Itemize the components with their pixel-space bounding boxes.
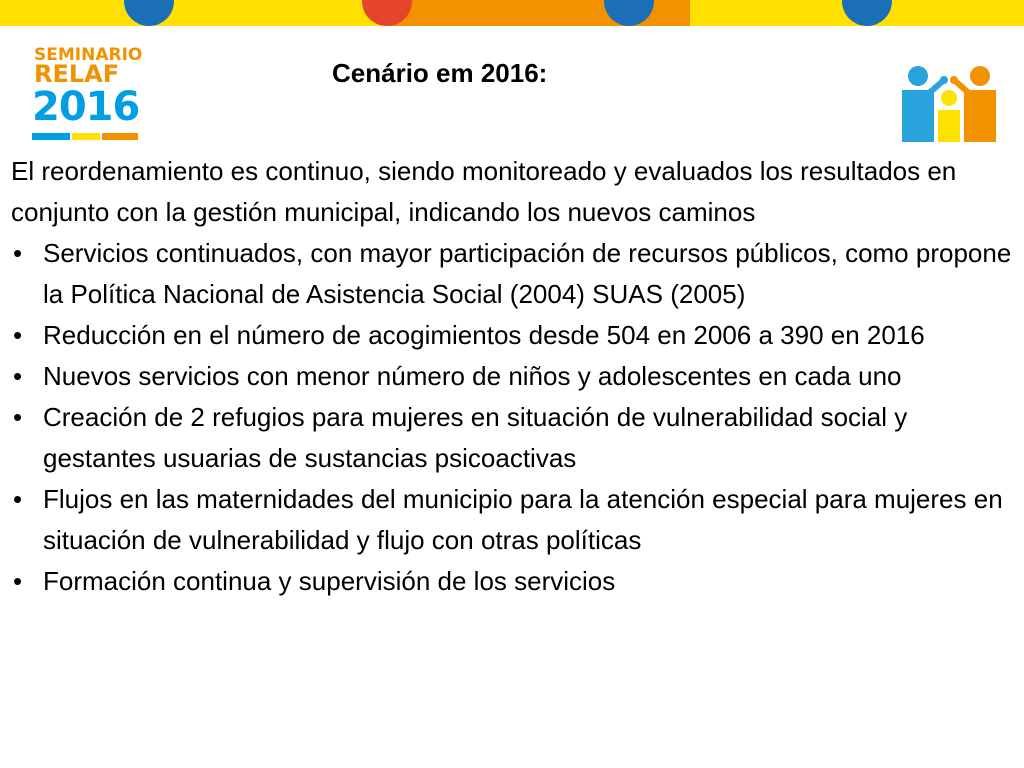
bullet-item: [11, 233, 1013, 315]
slide-body: [11, 151, 1013, 602]
bullet-glyph: •: [13, 361, 23, 391]
bullet-glyph: •: [13, 320, 23, 350]
bullet-text: Creación de 2 refugios para mujeres en situación de vulnerabilidad social y gestantes usuarias de sustancias psicoactivas: [43, 402, 908, 473]
bullet-item: [11, 479, 1013, 561]
bullet-text: Nuevos servicios con menor número de niños y adolescentes en cada uno: [43, 361, 902, 391]
bullet-text: Formación continua y supervisión de los servicios: [43, 566, 616, 596]
family-icon: [898, 64, 998, 144]
top-decorative-band: [0, 0, 1024, 26]
logo-bar-yellow: [72, 133, 100, 140]
logo-line-relaf: RELAF: [34, 60, 120, 88]
bullet-item: [11, 561, 1013, 602]
bullet-glyph: •: [13, 566, 23, 596]
bullet-item: [11, 397, 1013, 479]
seminario-relaf-logo: [30, 47, 142, 145]
bullet-glyph: •: [13, 484, 23, 514]
bullet-glyph: •: [13, 402, 23, 432]
bullet-text: Servicios continuados, con mayor participación de recursos públicos, como propone la Política Nacional de Asistencia Social (2004) SUAS (2005): [43, 238, 1012, 309]
bullet-item: [11, 356, 1013, 397]
bullet-item: [11, 315, 1013, 356]
logo-bar-orange: [102, 133, 138, 140]
bullet-list: [11, 233, 1013, 602]
intro-paragraph: El reordenamiento es continuo, siendo monitoreado y evaluados los resultados en conjunto con la gestión municipal, indicando los nuevos caminos: [11, 156, 957, 227]
bullet-text: Reducción en el número de acogimientos desde 504 en 2006 a 390 en 2016: [43, 320, 925, 350]
slide-title: Cenário em 2016:: [332, 58, 548, 88]
logo-bar-blue: [32, 133, 70, 140]
logo-line-seminario: SEMINARIO: [34, 45, 143, 65]
logo-line-year: 2016: [32, 84, 140, 130]
bullet-glyph: •: [13, 238, 23, 268]
bullet-text: Flujos en las maternidades del municipio para la atención especial para mujeres en situación de vulnerabilidad y flujo con otras políticas: [43, 484, 1003, 555]
